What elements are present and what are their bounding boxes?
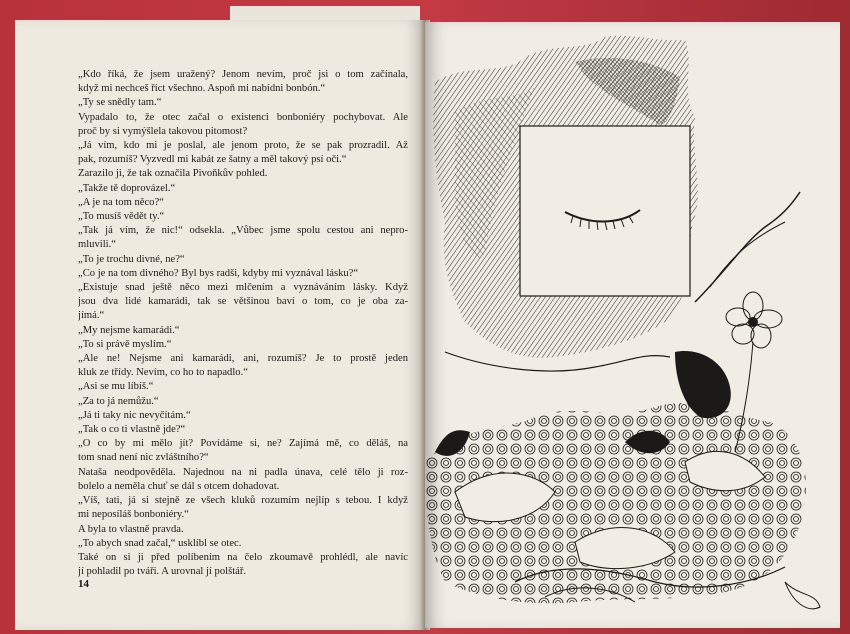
text-line: A byla to vlastně pravda. bbox=[78, 523, 184, 535]
text-line: „To abych snad začal,“ usklíbl se otec. bbox=[78, 537, 242, 549]
text-line: „Asi se mu líbíš.“ bbox=[78, 381, 154, 393]
left-page bbox=[15, 20, 425, 630]
text-line: „Já ti taky nic nevyčítám.“ bbox=[78, 409, 191, 421]
text-line: „Existuje snad ještě něco mezi mlčením a vyznáváním lásky. Když bbox=[78, 282, 408, 294]
text-line: „O co by mi mělo jít? Povídáme si, ne? Zajímá mě, co děláš, na bbox=[78, 438, 408, 450]
text-line: bolelo a neměla chuť se dál s otcem dohadovat. bbox=[78, 480, 280, 492]
text-line: jímá.“ bbox=[78, 310, 105, 322]
text-line: „Ale ne! Nejsme ani kamarádi, ani, rozumíš? Je to prostě jeden bbox=[78, 353, 408, 365]
text-line: „Víš, tati, já si stejně ze všech kluků rozumím nejlíp s tebou. I když bbox=[78, 495, 408, 507]
text-line: „Ty se snědly tam.“ bbox=[78, 97, 162, 109]
body-text bbox=[78, 68, 408, 579]
text-line: když mi nechceš říct všechno. Aspoň mi nabídni bonbón.“ bbox=[78, 83, 326, 95]
text-line: „A je na tom něco?“ bbox=[78, 196, 164, 208]
text-line: Vypadalo to, že otec začal o existenci bonboniéry pochybovat. Ale bbox=[78, 111, 408, 123]
text-line: „Tak já vím, že nic!“ odsekla. „Vůbec jsme spolu cestou ani nepro- bbox=[78, 225, 408, 237]
text-line: mi neposíláš bonboniéry.“ bbox=[78, 509, 189, 521]
text-line: mluvili.“ bbox=[78, 239, 116, 251]
text-line: Nataša neodpověděla. Najednou na ni padla únava, celé tělo ji roz- bbox=[78, 466, 408, 478]
text-line: kluk ze třídy. Nevím, co ho to napadlo.“ bbox=[78, 367, 248, 379]
text-line: „To musíš vědět ty.“ bbox=[78, 211, 165, 223]
right-page bbox=[425, 22, 840, 628]
face-square bbox=[520, 126, 690, 296]
text-line: „Co je na tom divného? Byl bys radši, kdyby mi vyznával lásku?“ bbox=[78, 267, 359, 279]
text-line: pak, rozumíš? Vyzvedl mi kabát ze šatny a měl takový psí oči.“ bbox=[78, 154, 347, 166]
text-line: „My nejsme kamarádi.“ bbox=[78, 324, 180, 336]
foliage-undergrowth bbox=[425, 403, 820, 609]
text-line: jsou dva lidé kamarádi, tak se většinou baví o tom, co je oba za- bbox=[78, 296, 408, 308]
text-line: jí pohladil po tváři. A urovnal jí polštář. bbox=[78, 566, 247, 578]
text-line: „Kdo říká, že jsem uražený? Jenom nevím, proč jsi o tom začínala, bbox=[78, 69, 408, 80]
text-line: Zarazilo ji, že tak označila Pivoňkův pohled. bbox=[78, 168, 268, 180]
text-line: „To je trochu divné, ne?“ bbox=[78, 253, 185, 265]
ink-illustration bbox=[425, 22, 840, 628]
text-line: Také on si ji před políbením na čelo zkoumavě prohlédl, ale navíc bbox=[78, 551, 408, 563]
text-line: „Já vím, kdo mi je poslal, ale jenom proto, že se pak prozradil. Až bbox=[78, 140, 408, 152]
text-line: „To si právě myslím.“ bbox=[78, 338, 172, 350]
text-line: „Takže tě doprovázel.“ bbox=[78, 182, 176, 194]
cover-flap bbox=[230, 6, 420, 20]
text-line: „Za to já nemůžu.“ bbox=[78, 395, 159, 407]
text-line: tom snad není nic zvláštního?“ bbox=[78, 452, 209, 464]
text-line: „Tak o co ti vlastně jde?“ bbox=[78, 424, 186, 436]
page-number: 14 bbox=[78, 578, 89, 590]
text-line: proč by si vymýšlela takovou pitomost? bbox=[78, 125, 248, 137]
